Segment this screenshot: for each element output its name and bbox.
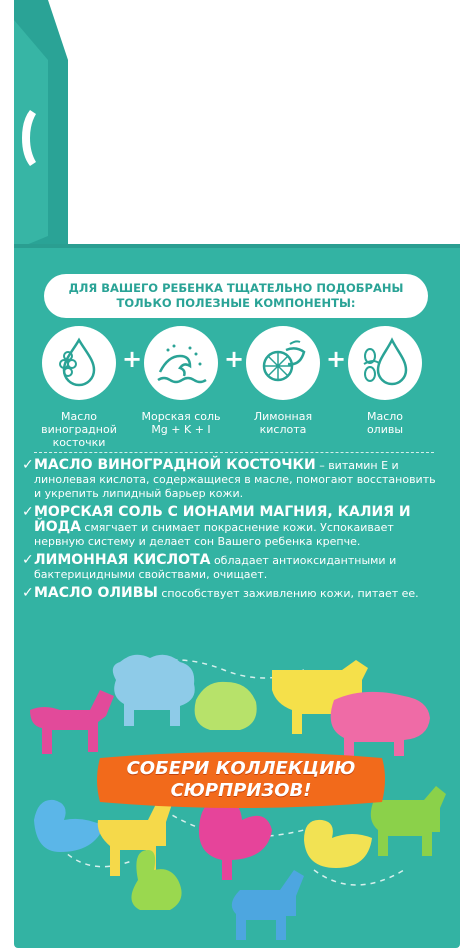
rabbit-toy-icon bbox=[131, 850, 181, 910]
check-icon: ✓ bbox=[22, 457, 34, 473]
collect-surprises-banner bbox=[94, 750, 388, 810]
banner-line-2: СЮРПРИЗОВ! bbox=[170, 780, 312, 801]
ingredients-icons-row bbox=[22, 322, 452, 452]
donkey-toy-icon bbox=[230, 870, 304, 940]
ingredient-descriptions bbox=[22, 457, 440, 605]
description-item: ✓МАСЛО ВИНОГРАДНОЙ КОСТОЧКИ – витамин Е и линолевая кислота, содержащиеся в масле, помогают восстановить и укрепить липидный барьер кожи. bbox=[22, 457, 436, 500]
banner-line-1: СОБЕРИ КОЛЛЕКЦИЮ bbox=[126, 758, 356, 779]
hedgehog-toy-icon bbox=[195, 682, 257, 730]
lemon-icon bbox=[246, 326, 320, 400]
header-line-2: ТОЛЬКО ПОЛЕЗНЫЕ КОМПОНЕНТЫ: bbox=[116, 296, 356, 310]
box-top-flap bbox=[0, 0, 472, 260]
ingredient-label: Лимонная кислота bbox=[253, 410, 313, 436]
ingredients-header bbox=[44, 274, 428, 318]
olive-oil-icon bbox=[348, 326, 422, 400]
rooster-toy-icon bbox=[199, 801, 272, 880]
check-icon: ✓ bbox=[22, 585, 34, 601]
plus-sign: + bbox=[122, 345, 143, 373]
ingredient-label: Морская соль Mg + K + I bbox=[141, 410, 221, 436]
sheep-toy-icon bbox=[113, 655, 195, 726]
dashed-divider bbox=[34, 452, 434, 453]
pig-toy-icon bbox=[331, 692, 430, 756]
plus-sign: + bbox=[224, 345, 245, 373]
grape-oil-icon bbox=[42, 326, 116, 400]
check-icon: ✓ bbox=[22, 552, 34, 568]
duck-toy-icon bbox=[304, 820, 372, 868]
ingredient-label: Масло оливы bbox=[366, 410, 404, 436]
description-item: ✓МАСЛО ОЛИВЫ способствует заживлению кожи, питает ее. bbox=[22, 585, 419, 601]
header-line-1: ДЛЯ ВАШЕГО РЕБЕНКА ТЩАТЕЛЬНО ПОДОБРАНЫ bbox=[68, 281, 404, 295]
check-icon: ✓ bbox=[22, 504, 34, 520]
plus-sign: + bbox=[326, 345, 347, 373]
description-item: ✓МОРСКАЯ СОЛЬ С ИОНАМИ МАГНИЯ, КАЛИЯ И ЙОДА смягчает и снимает покраснение кожи. Успокаивает нервную систему и делает сон Вашего ребенка крепче. bbox=[22, 504, 411, 548]
sea-salt-icon bbox=[144, 326, 218, 400]
goat-toy-icon bbox=[98, 800, 172, 876]
ingredient-label: Масло виноградной косточки bbox=[41, 410, 117, 449]
horse-toy-icon bbox=[30, 690, 114, 754]
description-item: ✓ЛИМОННАЯ КИСЛОТА обладает антиоксидантными и бактерицидными свойствами, очищает. bbox=[22, 552, 397, 581]
